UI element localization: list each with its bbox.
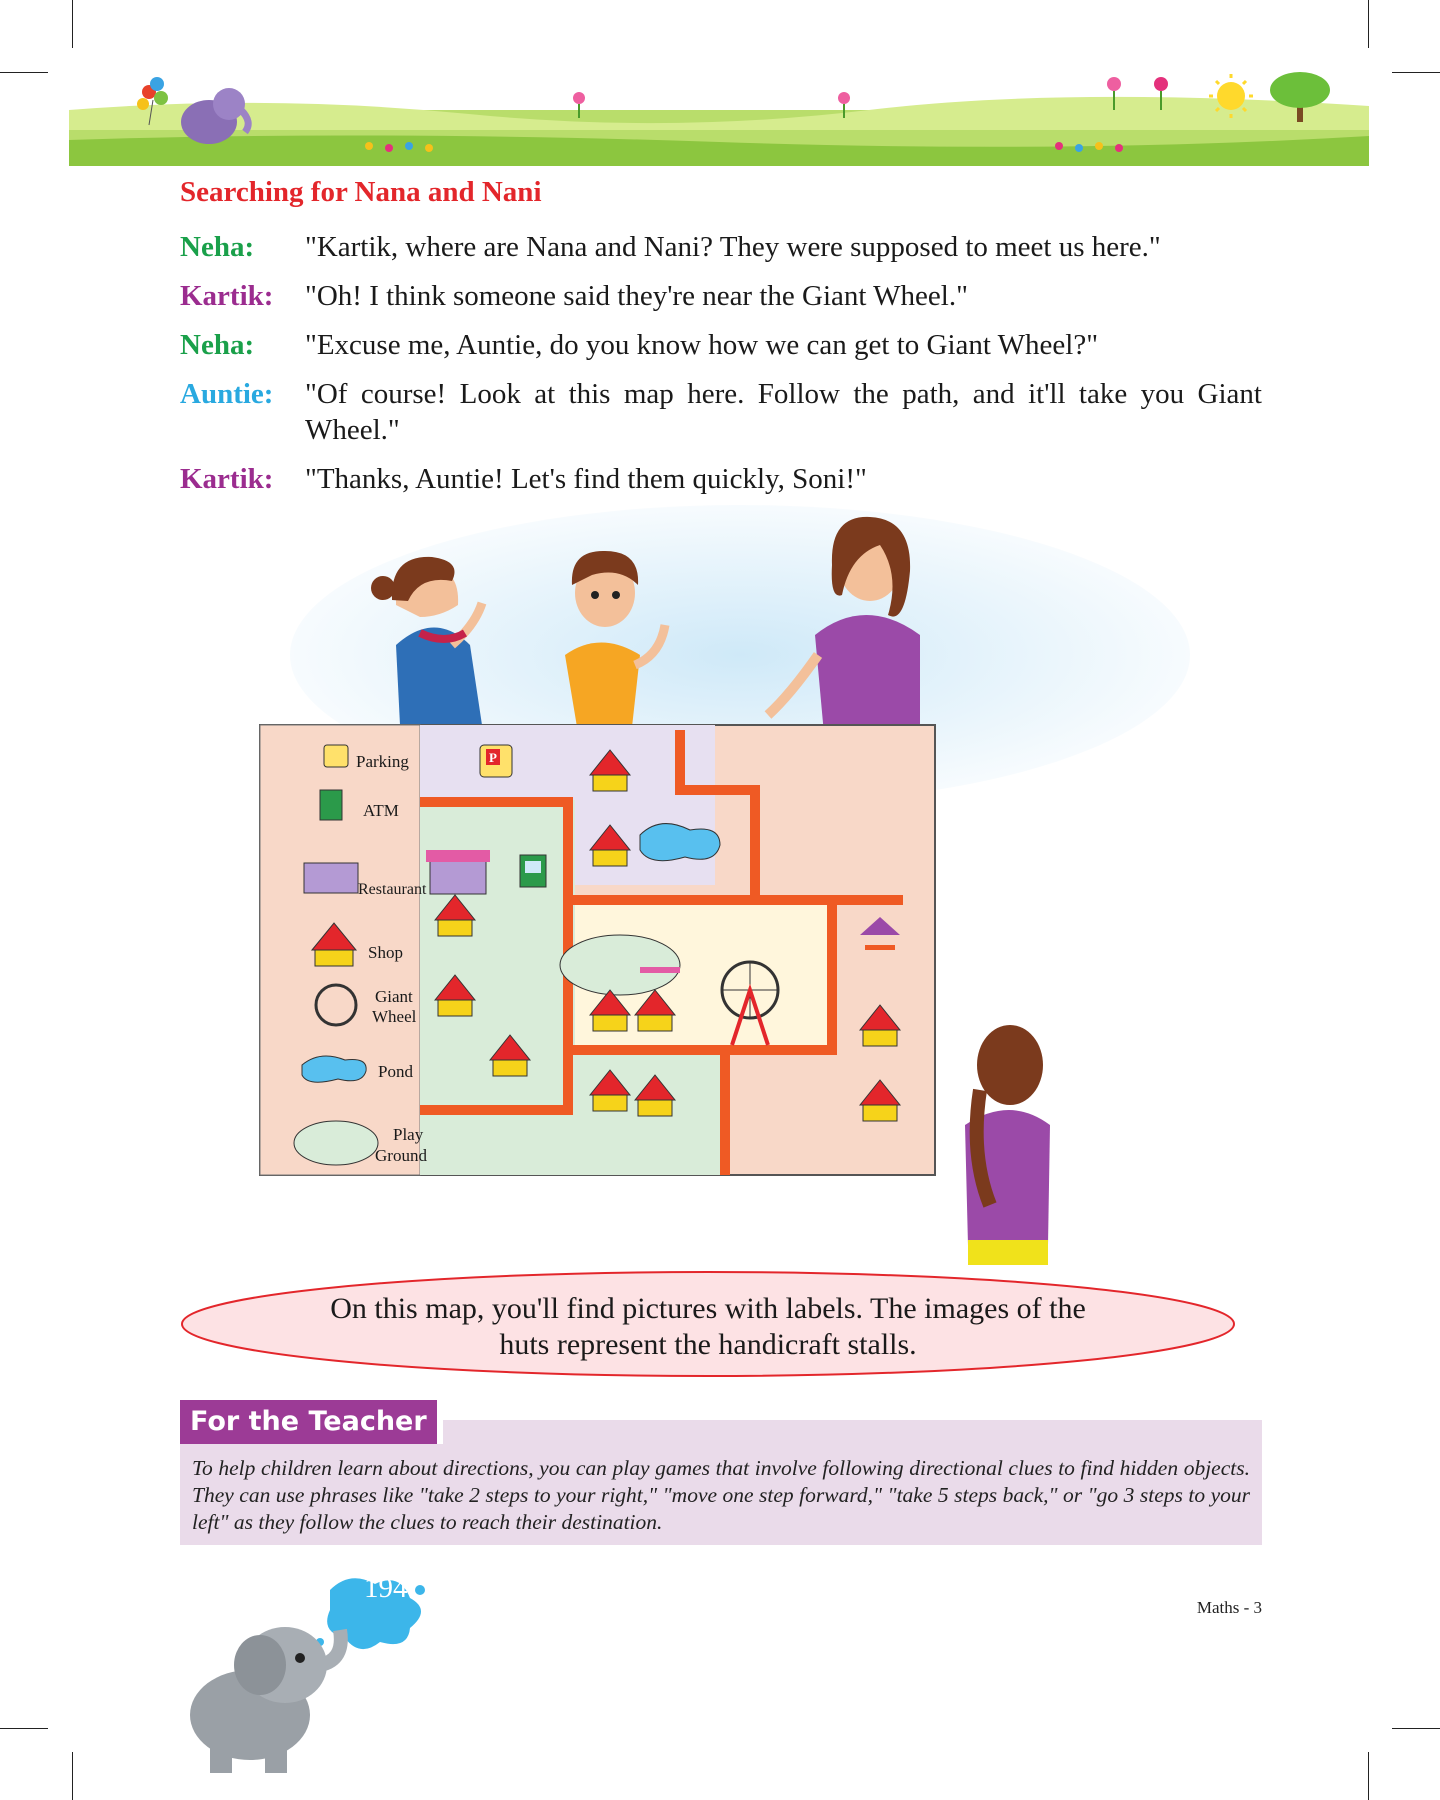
dialogue-text: "Of course! Look at this map here. Follow the path, and it'll take you Giant Wheel." — [305, 378, 1262, 446]
pond-icon — [302, 1056, 366, 1082]
note-line: huts represent the handicraft stalls. — [499, 1328, 917, 1361]
legend-parking: Parking — [356, 752, 409, 771]
atm-icon — [520, 855, 546, 887]
legend-playground: Ground — [375, 1146, 427, 1165]
dialogue-line — [180, 229, 1262, 265]
note-text — [178, 1291, 1238, 1363]
legend-shop: Shop — [368, 943, 403, 962]
crop-mark — [0, 1728, 48, 1729]
parking-letter: P — [489, 750, 497, 765]
speaker: Auntie: — [180, 378, 274, 410]
footer-subject: Maths - 3 — [1196, 1598, 1262, 1617]
fair-map — [260, 725, 935, 1175]
shop-icon-base — [315, 950, 353, 966]
crop-mark — [72, 0, 73, 48]
crop-mark — [1368, 1752, 1369, 1800]
atm-icon — [320, 790, 342, 820]
speaker: Kartik: — [180, 280, 274, 312]
teacher-text: To help children learn about directions, you can play games that involve following directional clues to find hidden objects. They can use phrases like "take 2 steps to your right," "move one step forward," "take 5 steps back," or "go 3 steps to your left" as they follow the clues to reach their destination. — [192, 1456, 1250, 1534]
legend-restaurant: Restaurant — [358, 881, 427, 898]
dialogue-text: "Oh! I think someone said they're near the Giant Wheel." — [305, 280, 968, 312]
speaker: Neha: — [180, 329, 255, 361]
dialogue-text: "Kartik, where are Nana and Nani? They were supposed to meet us here." — [305, 231, 1161, 263]
dialogue-line — [180, 461, 1262, 497]
legend-atm: ATM — [363, 801, 399, 820]
playground-icon — [294, 1121, 378, 1165]
playground-icon — [560, 935, 680, 995]
legend-giant-wheel: Wheel — [372, 1007, 417, 1026]
note-line: On this map, you'll find pictures with labels. The images of the — [330, 1292, 1086, 1325]
crop-mark — [1368, 0, 1369, 48]
page-title: Searching for Nana and Nani — [180, 176, 542, 208]
dialogue-text: "Thanks, Auntie! Let's find them quickly, Soni!" — [305, 463, 867, 495]
speaker: Kartik: — [180, 463, 274, 495]
dialogue-line — [180, 376, 1262, 448]
soni-character — [965, 1025, 1050, 1265]
crop-mark — [0, 72, 48, 73]
legend-playground: Play — [393, 1125, 424, 1144]
legend-pond: Pond — [378, 1062, 413, 1081]
page-number: 194 — [364, 1572, 408, 1604]
elephant-icon — [190, 1627, 341, 1773]
crop-mark — [1392, 72, 1440, 73]
dialogue-text: "Excuse me, Auntie, do you know how we can get to Giant Wheel?" — [305, 329, 1099, 361]
fair-map-illustration — [220, 505, 1200, 1265]
legend-giant-wheel: Giant — [375, 987, 413, 1006]
speaker: Neha: — [180, 231, 255, 263]
dialogue-line — [180, 327, 1262, 363]
parking-icon — [324, 745, 348, 767]
dialogue-line — [180, 278, 1262, 314]
teacher-heading: For the Teacher — [180, 1400, 443, 1444]
restaurant-icon — [426, 850, 490, 894]
crop-mark — [72, 1752, 73, 1800]
crop-mark — [1392, 1728, 1440, 1729]
header-banner — [69, 70, 1369, 166]
restaurant-icon — [304, 863, 358, 893]
elephant-mascot — [170, 1570, 470, 1780]
parking-icon — [480, 745, 512, 777]
